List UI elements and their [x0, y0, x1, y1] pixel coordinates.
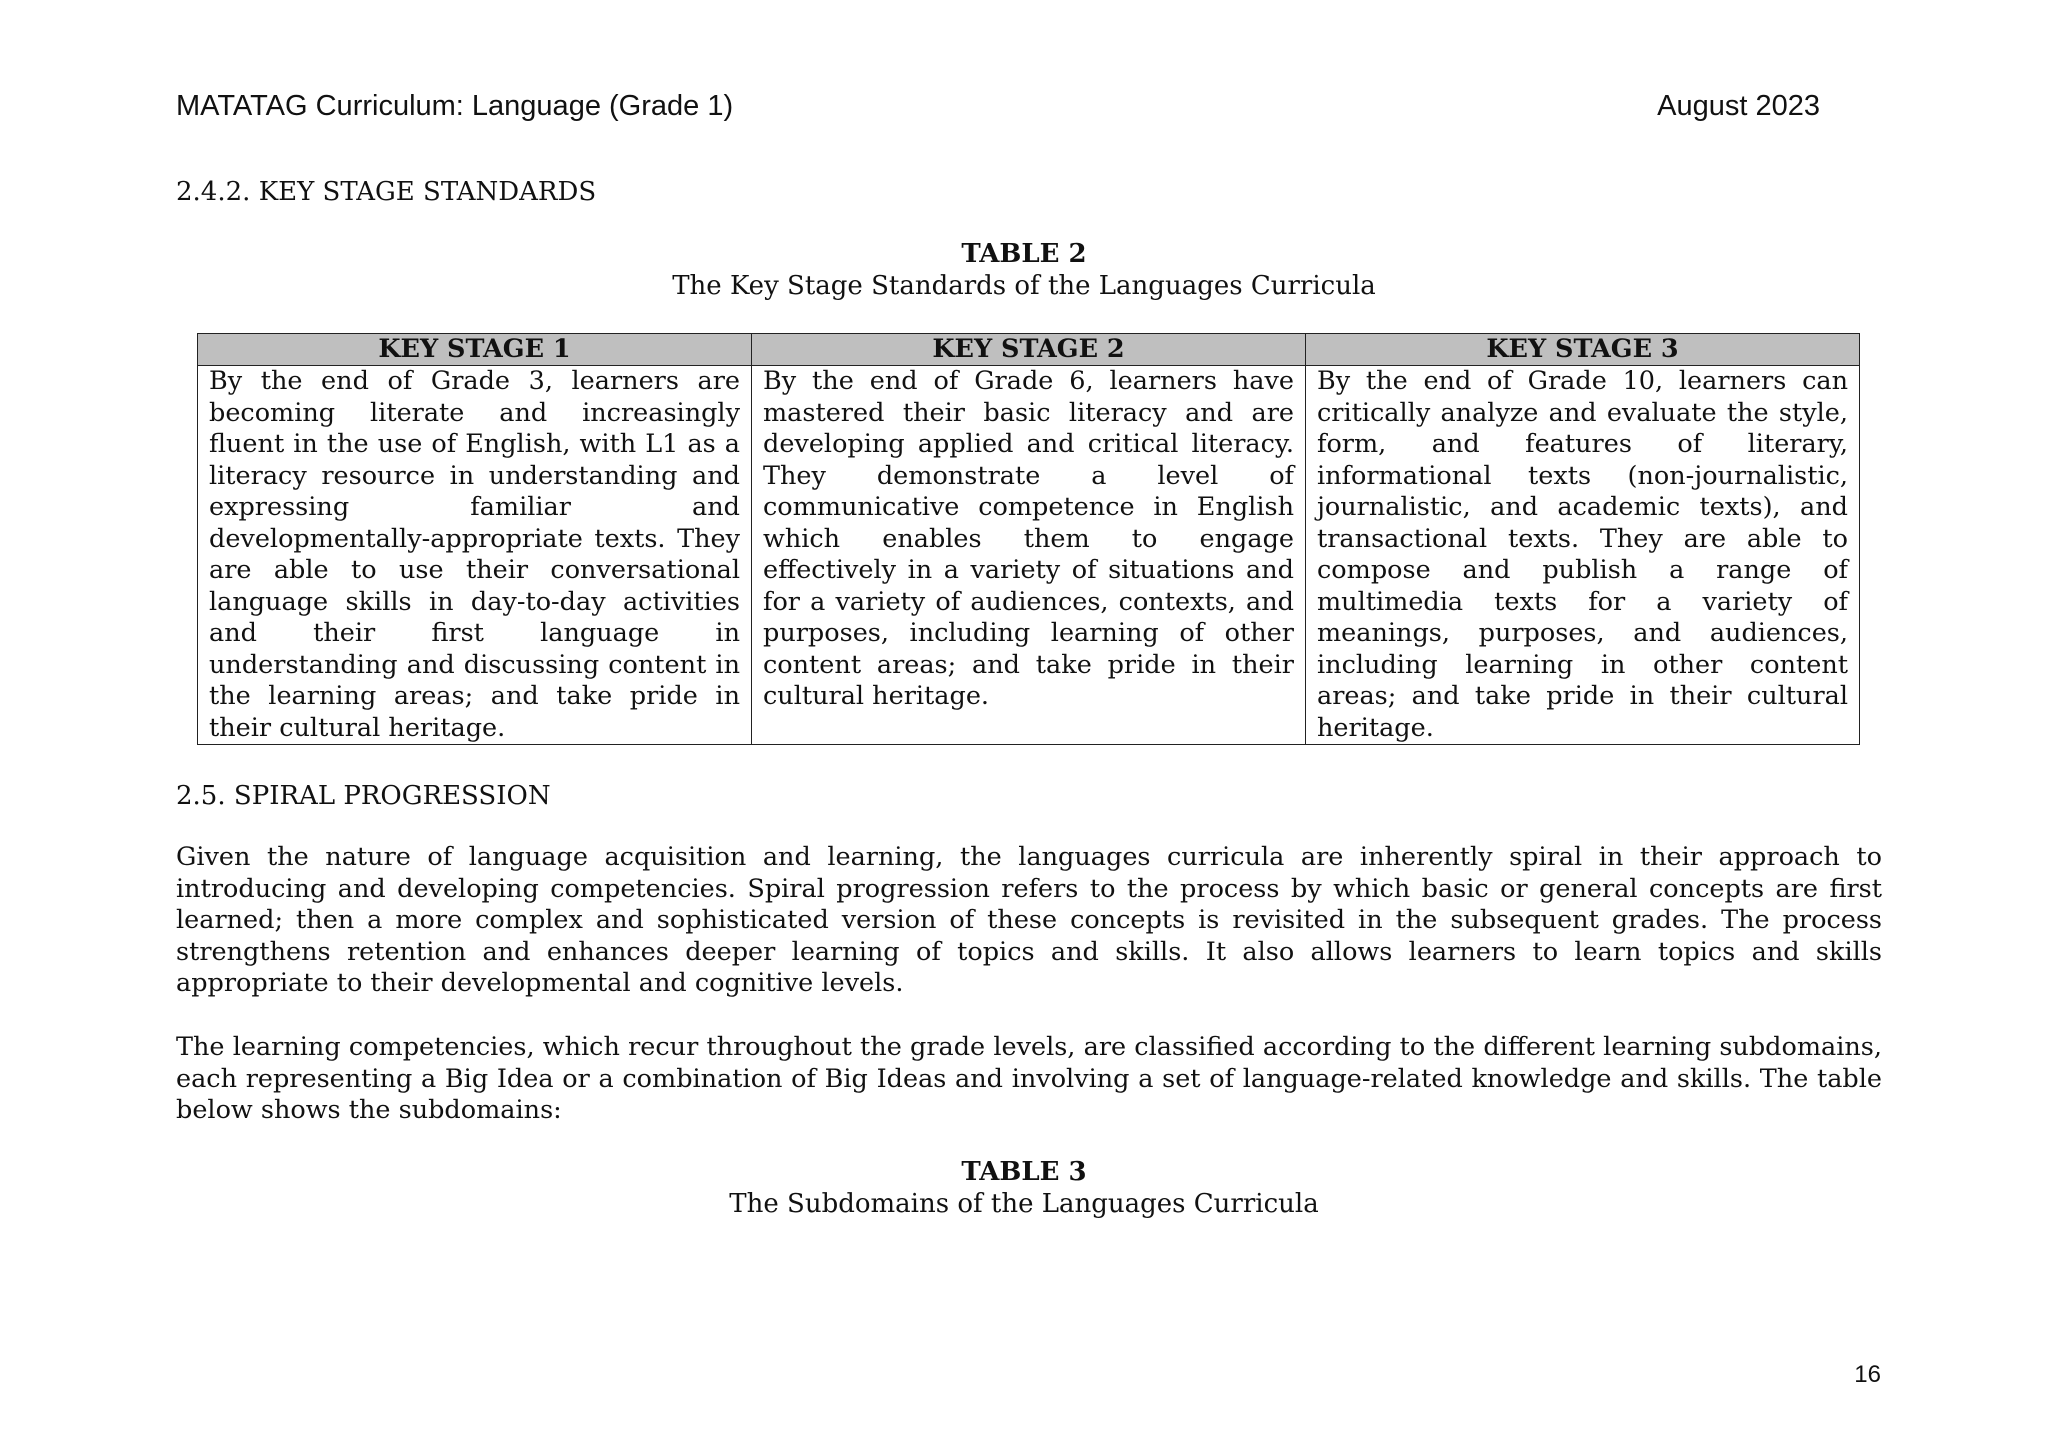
section-title: KEY STAGE STANDARDS: [258, 177, 597, 207]
section-number: 2.4.2.: [176, 177, 251, 207]
section-heading-spiral-progression: [176, 780, 551, 812]
section-number: 2.5.: [176, 781, 226, 811]
section-title: SPIRAL PROGRESSION: [233, 781, 551, 811]
table-row: [198, 366, 1860, 745]
column-header-key-stage-2: KEY STAGE 2: [752, 334, 1306, 366]
table-2-caption: [0, 238, 2048, 302]
column-header-key-stage-3: KEY STAGE 3: [1306, 334, 1860, 366]
paragraph-spiral-progression: Given the nature of language acquisition and learning, the languages curricula are inherently spiral in their approach to introducing and developing competencies. Spiral progression refers to the process by which basic or general concepts are first learned; then a more complex and sophisticated version of these concepts is revisited in the subsequent grades. The process strengthens retention and enhances deeper learning of topics and skills. It also allows learners to learn topics and skills appropriate to their developmental and cognitive levels.: [176, 842, 1882, 999]
column-header-key-stage-1: KEY STAGE 1: [198, 334, 752, 366]
table-3-caption: [0, 1156, 2048, 1220]
paragraph-learning-competencies: The learning competencies, which recur throughout the grade levels, are classified according to the different learning subdomains, each representing a Big Idea or a combination of Big Ideas and involving a set of language-related knowledge and skills. The table below shows the subdomains:: [176, 1032, 1882, 1126]
table-header-row: [198, 334, 1860, 366]
table-2-label: TABLE 2: [961, 239, 1087, 269]
key-stage-standards-table: [197, 333, 1860, 745]
running-header-date: August 2023: [1657, 90, 1820, 122]
key-stage-2-standard: By the end of Grade 6, learners have mastered their basic literacy and are developing applied and critical literacy. They demonstrate a level of communicative competence in English which enables them to engage effectively in a variety of situations and for a variety of audiences, contexts, and purposes, including learning of other content areas; and take pride in their cultural heritage.: [752, 366, 1306, 745]
section-heading-key-stage-standards: [176, 176, 596, 208]
table-2-title: The Key Stage Standards of the Languages Curricula: [672, 271, 1376, 301]
table-3-title: The Subdomains of the Languages Curricula: [729, 1189, 1319, 1219]
table-3-label: TABLE 3: [961, 1157, 1087, 1187]
page-number: 16: [1854, 1361, 1881, 1388]
key-stage-3-standard: By the end of Grade 10, learners can critically analyze and evaluate the style, form, and features of literary, informational texts (non-journalistic, journalistic, and academic texts), and transactional texts. They are able to compose and publish a range of multimedia texts for a variety of meanings, purposes, and audiences, including learning in other content areas; and take pride in their cultural heritage.: [1306, 366, 1860, 745]
key-stage-1-standard: By the end of Grade 3, learners are becoming literate and increasingly fluent in the use of English, with L1 as a literacy resource in understanding and expressing familiar and developmentally-appropriate texts. They are able to use their conversational language skills in day-to-day activities and their first language in understanding and discussing content in the learning areas; and take pride in their cultural heritage.: [198, 366, 752, 745]
running-header-title: MATATAG Curriculum: Language (Grade 1): [176, 90, 734, 122]
